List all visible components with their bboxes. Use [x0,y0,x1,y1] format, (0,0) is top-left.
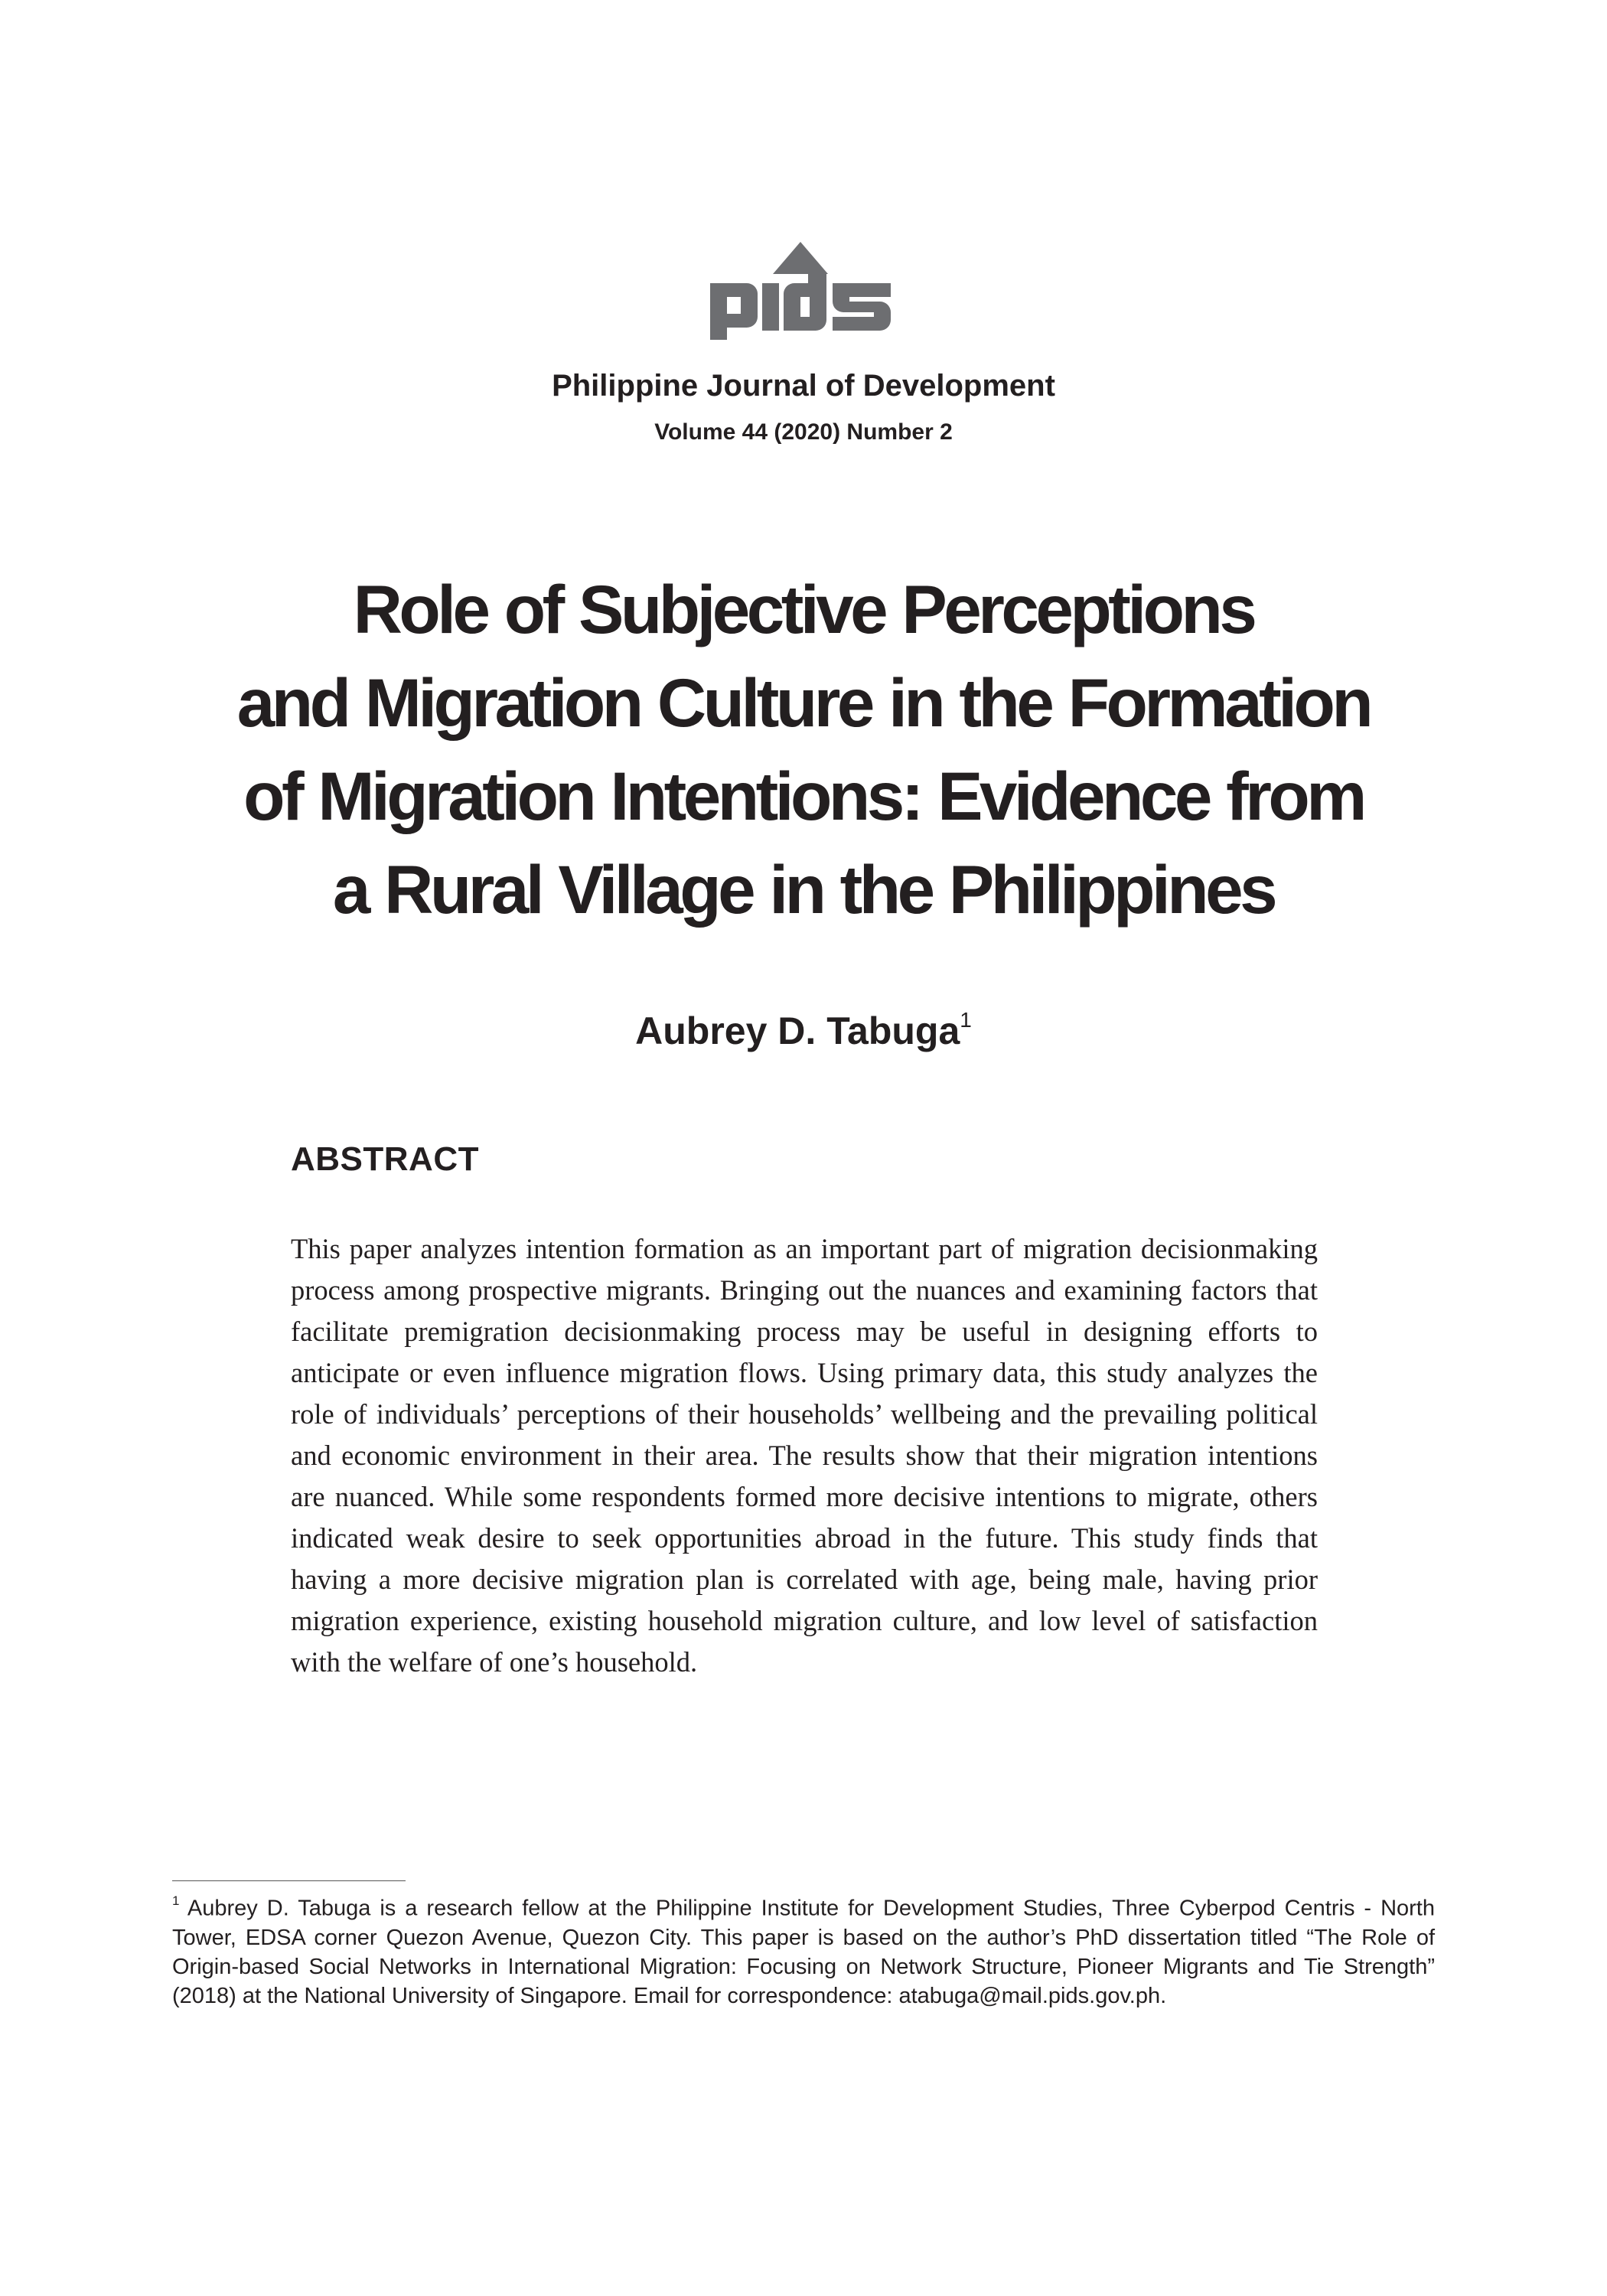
author-footnote-mark: 1 [960,1008,972,1032]
title-line: of Migration Intentions: Evidence from [243,758,1364,834]
footnote [172,1889,1435,2011]
logo-letter-i [762,283,779,331]
title-line: and Migration Culture in the Formation [236,664,1371,741]
footnote-divider [172,1880,406,1881]
title-line: Role of Subjective Perceptions [353,571,1254,647]
journal-issue: Volume 44 (2020) Number 2 [654,419,953,445]
logo-letter-d [784,274,826,331]
journal-name: Philippine Journal of Development [552,369,1055,403]
logo-letter-s [833,283,891,331]
author-name: Aubrey D. Tabuga [635,1009,960,1052]
abstract-heading: ABSTRACT [291,1140,479,1178]
article-title [115,563,1492,936]
title-line: a Rural Village in the Philippines [332,851,1275,928]
footnote-mark: 1 [172,1893,180,1908]
author-line [0,1009,1607,1053]
abstract-body: This paper analyzes intention formation as an important part of migration decisionmaking process among prospective migrants. Bringing out the nuances and examining factors that facilitate premigration decisionmaking process may be useful in designing efforts to anticipate or even influence migration flows. Using primary data, this study analyzes the role of individuals’ perceptions of their households’ wellbeing and the prevailing political and economic environment in their area. The results show that their migration intentions are nuanced. While some respondents formed more decisive intentions to migrate, others indicated weak desire to seek opportunities abroad in the future. This study finds that having a more decisive migration plan is correlated with age, being male, having prior migration experience, existing household migration culture, and low level of satisfaction with the welfare of one’s household. [291,1233,1318,1678]
footnote-text: Aubrey D. Tabuga is a research fellow at the Philippine Institute for Development Studies, Three Cyberpod Centris - North Tower, EDSA corner Quezon Avenue, Quezon City. This paper is based on the author’s PhD dissertation titled “The Role of Origin-based Social Networks in International Migration: Focusing on Network Structure, Pioneer Migrants and Tie Strength” (2018) at the National University of Singapore. Email for correspondence: atabuga@mail.pids.gov.ph. [172,1896,1435,2008]
logo-letter-p [710,283,758,340]
logo-arrow-icon [773,242,828,274]
pids-logo [710,237,891,343]
